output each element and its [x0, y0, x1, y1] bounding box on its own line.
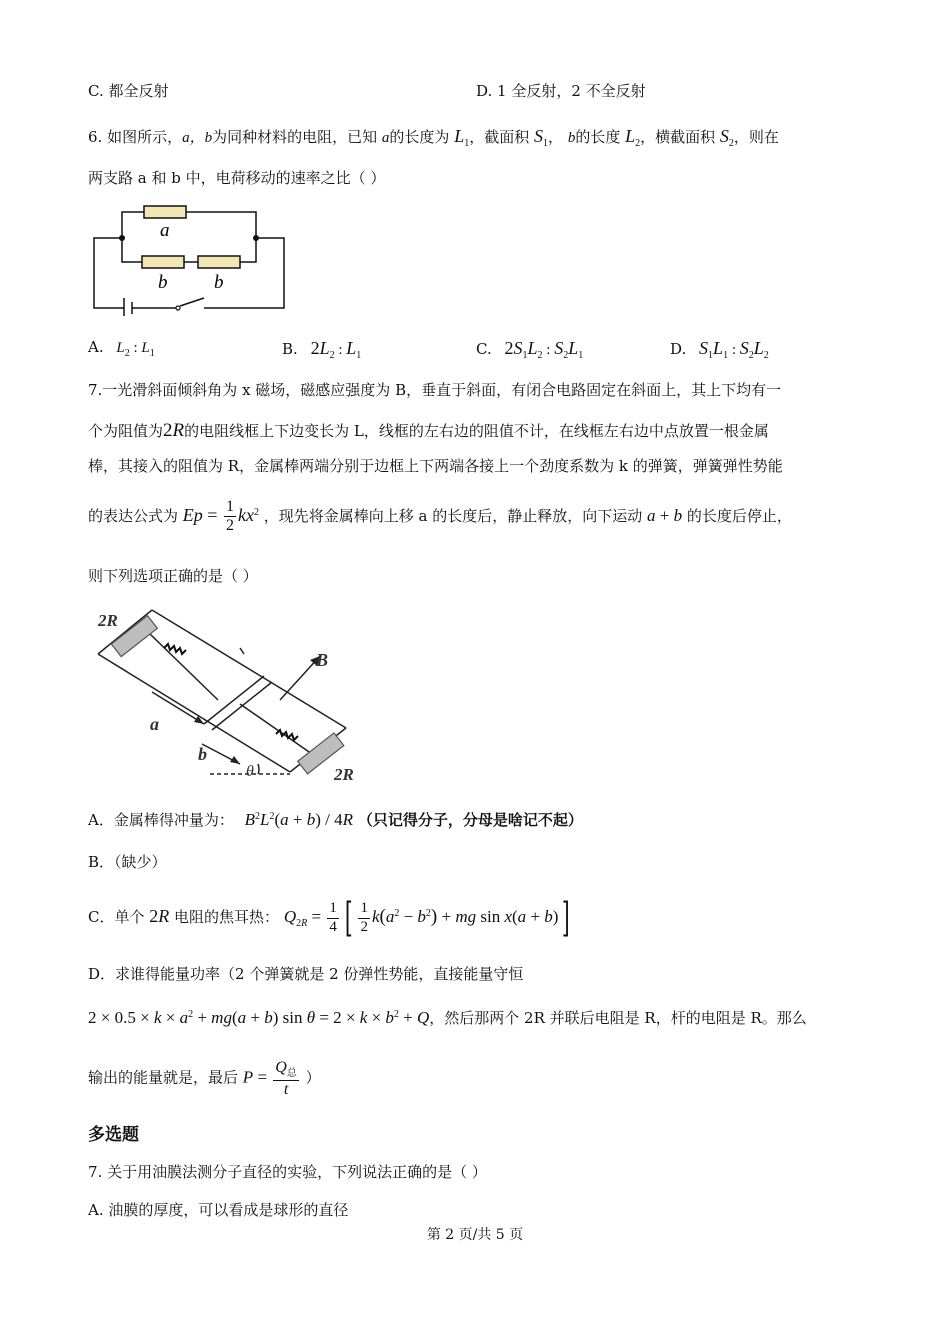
- option-d-top: D. 1 全反射，2 不全反射: [476, 82, 646, 100]
- q7-option-a: A．金属棒得冲量为： $B^2L^2(a + b) / 4R$ （只记得分子，分母是啥记不起）: [88, 810, 583, 829]
- q6-option-c: C. $2S_1L_2$ : $S_2L_1$: [476, 338, 584, 361]
- page-footer: 第 2 页/共 5 页: [426, 1227, 524, 1243]
- q7-stem-line3: 棒，其接入的阻值为 R，金属棒两端分别于边框上下两端各接上一个劲度系数为 k 的弹簧，弹簧弹性势能: [88, 457, 783, 475]
- fig-label-a: a: [150, 714, 159, 734]
- fig-label-2r-top: 2R: [98, 611, 118, 630]
- q7-stem-line1: 7.一光滑斜面倾斜角为 x 磁场，磁感应强度为 B，垂直于斜面，有闭合电路固定在斜面上，其上下均有一: [88, 381, 782, 399]
- fig-label-b-field: B: [316, 650, 329, 670]
- q7-option-d-line1: D．求谁得能量功率（2 个弹簧就是 2 份弹性势能，直接能量守恒: [88, 965, 524, 983]
- q7-stem-line2: 个为阻值为2R的电阻线框上下边变长为 L，线框的左右边的阻值不计，在线框左右边中点放置一根金属: [88, 420, 769, 441]
- fig-label-b: b: [198, 744, 207, 764]
- fig-label-theta: θ: [246, 763, 254, 780]
- q6-option-d: D. $S_1L_1$ : $S_2L_2$: [670, 338, 769, 361]
- q7-incline-figure: [90, 604, 370, 784]
- q6-stem-line1: 6. 如图所示，a，b为同种材料的电阻，已知 a的长度为 $L_1$，截面积 $S_1$， b的长度 $L_2$，横截面积 $S_2$，则在: [88, 126, 779, 149]
- q6-stem-line2: 两支路 a 和 b 中，电荷移动的速率之比（ ）: [88, 169, 386, 187]
- fig-label-2r-bottom: 2R: [334, 765, 354, 784]
- q7-option-d-line2: $2 \times 0.5 \times k \times a^2 + mg(a + b)$ $\sin \theta = 2 \times k \times b^2 + Q$，然后那两个 2R 并联后电阻是 R，杆的电阻是 R。那么: [88, 1008, 807, 1027]
- option-c-top: C. 都全反射: [88, 82, 169, 100]
- circuit-label-b2: b: [214, 272, 224, 293]
- circuit-label-a: a: [160, 220, 170, 241]
- q7-stem-line4: 的表达公式为 Ep = $\frac{1}{2}$ $kx^2$ ，现先将金属棒向上移 a 的长度后，静止释放，向下运动 a + b 的长度后停止，: [88, 498, 792, 535]
- circuit-label-b1: b: [158, 272, 168, 293]
- q7-option-c: C．单个 2R 电阻的焦耳热： $Q_{2R}$ = $\frac{1}{4}$ [ $\frac{1}{2}$ $k(a^2 - b^2)$ + mg sin x(a + b)]: [88, 895, 571, 941]
- q7-stem-line5: 则下列选项正确的是（ ）: [88, 567, 258, 585]
- q7b-option-a: A. 油膜的厚度，可以看成是球形的直径: [88, 1201, 349, 1219]
- q6-option-b: B. $2L_2$ : $L_1$: [282, 338, 362, 361]
- q6-circuit-diagram: [88, 198, 298, 316]
- q6-option-a: A. $L_2$ : $L_1$: [88, 338, 155, 359]
- q7b-stem: 7. 关于用油膜法测分子直径的实验，下列说法正确的是（ ）: [88, 1163, 487, 1181]
- section-title-multiple-choice: 多选题: [88, 1125, 139, 1145]
- q7-option-b: B．（缺少）: [88, 853, 167, 871]
- q7-option-d-line3: 输出的能量就是，最后 P = $\frac{Q_总}{t}$ ）: [88, 1059, 321, 1098]
